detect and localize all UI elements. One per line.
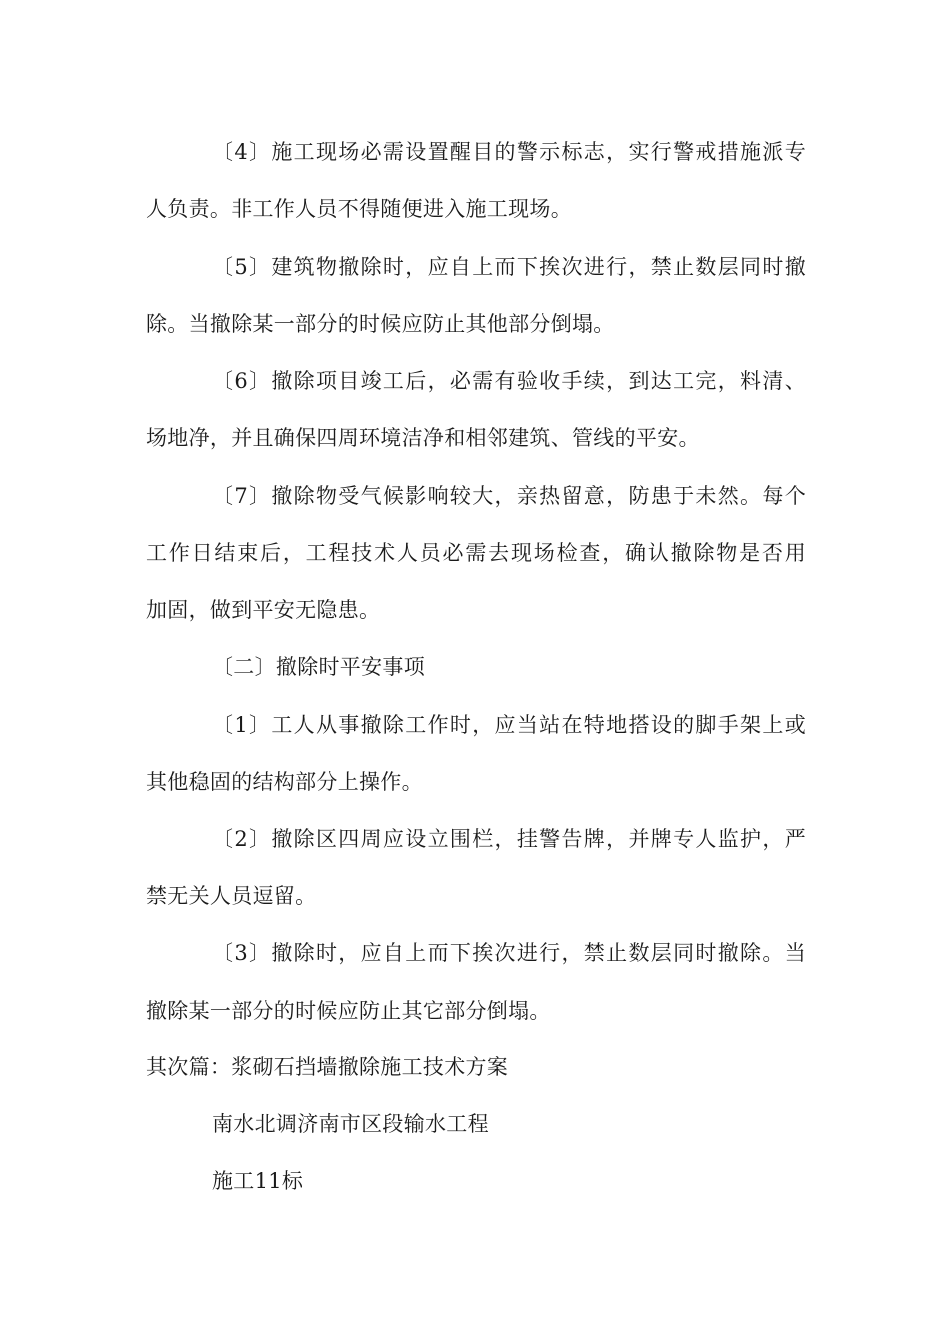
paragraph-7-line-2: 工作日结束后，工程技术人员必需去现场检查，确认撤除物是否用 (146, 541, 806, 565)
section-number: 施工11标 (212, 1169, 304, 1193)
paragraph-5-line-2: 除。当撤除某一部分的时候应防止其他部分倒塌。 (146, 312, 615, 336)
item-2-line-2: 禁无关人员逗留。 (146, 884, 317, 908)
item-1-line-2: 其他稳固的结构部分上操作。 (146, 770, 423, 794)
chapter-title: 其次篇：浆砌石挡墙撤除施工技术方案 (146, 1055, 509, 1079)
paragraph-4-line-1: 〔4〕施工现场必需设置醒目的警示标志，实行警戒措施派专 (212, 140, 806, 164)
paragraph-6-line-1: 〔6〕撤除项目竣工后，必需有验收手续，到达工完，料清、 (212, 369, 806, 393)
item-3-line-2: 撤除某一部分的时候应防止其它部分倒塌。 (146, 999, 551, 1023)
item-1-line-1: 〔1〕工人从事撤除工作时，应当站在特地搭设的脚手架上或 (212, 713, 806, 737)
paragraph-6-line-2: 场地净，并且确保四周环境洁净和相邻建筑、管线的平安。 (146, 426, 700, 450)
paragraph-5-line-1: 〔5〕建筑物撤除时，应自上而下挨次进行，禁止数层同时撤 (212, 255, 806, 279)
paragraph-7-line-3: 加固，做到平安无隐患。 (146, 598, 381, 622)
item-3-line-1: 〔3〕撤除时，应自上而下挨次进行，禁止数层同时撤除。当 (212, 941, 806, 965)
project-name: 南水北调济南市区段输水工程 (212, 1112, 489, 1136)
paragraph-7-line-1: 〔7〕撤除物受气候影响较大，亲热留意，防患于未然。每个 (212, 484, 806, 508)
section-heading: 〔二〕撤除时平安事项 (212, 655, 425, 679)
item-2-line-1: 〔2〕撤除区四周应设立围栏，挂警告牌，并牌专人监护，严 (212, 827, 806, 851)
paragraph-4-line-2: 人负责。非工作人员不得随便进入施工现场。 (146, 197, 572, 221)
